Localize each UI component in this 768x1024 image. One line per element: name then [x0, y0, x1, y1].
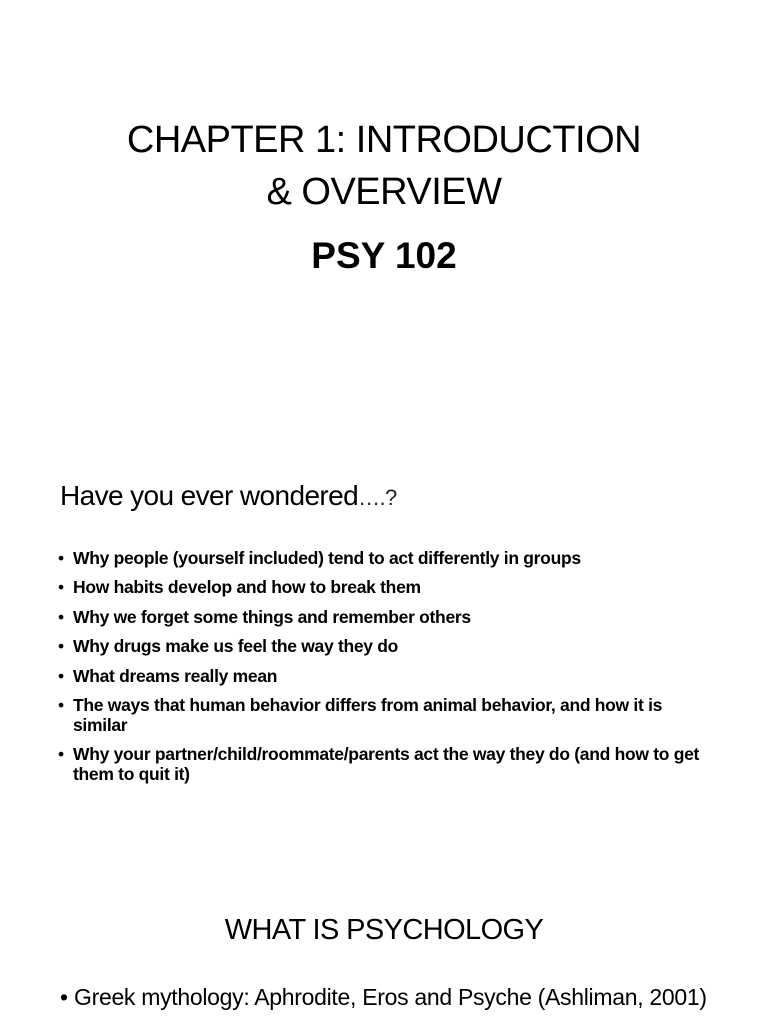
- list-item: [60, 982, 720, 1012]
- bullet-icon: •: [58, 665, 64, 686]
- bullet-list: [60, 982, 720, 1012]
- bullet-icon: •: [58, 577, 64, 598]
- slide-heading-ellipsis: ….?: [358, 485, 397, 510]
- list-item: [58, 744, 718, 784]
- list-item-text: Why drugs make us feel the way they do: [73, 636, 399, 657]
- slide-heading: WHAT IS PSYCHOLOGY: [224, 914, 544, 946]
- bullet-list: [58, 548, 718, 794]
- list-item-text: Why your partner/child/roommate/parents act the way they do (and how to get them to quit it): [73, 744, 700, 785]
- list-item: [58, 577, 718, 597]
- list-item-text: Greek mythology: Aphrodite, Eros and Psyche (Ashliman, 2001): [74, 984, 707, 1010]
- slide-title-line-1: CHAPTER 1: INTRODUCTION: [126, 119, 642, 161]
- bullet-icon: •: [58, 744, 64, 765]
- slide-title-line-2: & OVERVIEW: [266, 171, 502, 213]
- slide-heading: [60, 478, 397, 516]
- bullet-icon: •: [58, 694, 64, 715]
- list-item: [58, 607, 718, 627]
- course-code: PSY 102: [311, 235, 457, 276]
- bullet-icon: •: [58, 548, 64, 568]
- list-item-text: Why we forget some things and remember others: [73, 606, 471, 627]
- list-item: [58, 695, 718, 735]
- slide-heading-text: Have you ever wondered: [60, 480, 359, 511]
- wondered-slide: [0, 440, 768, 880]
- list-item: [58, 636, 718, 656]
- what-is-psychology-slide: [0, 880, 768, 1024]
- list-item-text: Why people (yourself included) tend to act differently in groups: [73, 548, 581, 568]
- bullet-icon: •: [60, 984, 68, 1010]
- bullet-icon: •: [58, 636, 64, 657]
- list-item: [58, 666, 718, 686]
- title-slide: [0, 0, 768, 440]
- list-item-text: What dreams really mean: [73, 665, 278, 686]
- list-item: [58, 548, 718, 568]
- list-item-text: How habits develop and how to break them: [73, 577, 421, 598]
- list-item-text: The ways that human behavior differs from animal behavior, and how it is similar: [73, 694, 663, 735]
- bullet-icon: •: [58, 606, 64, 627]
